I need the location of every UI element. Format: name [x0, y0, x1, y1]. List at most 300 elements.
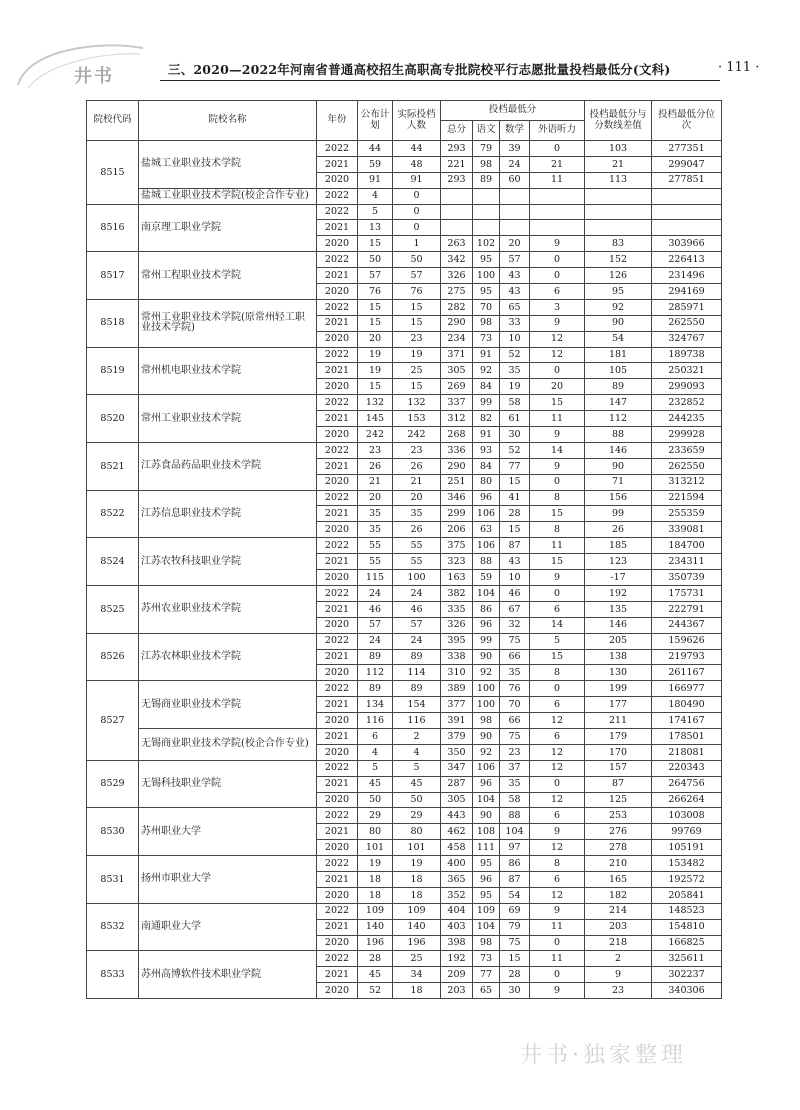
cell-actual: 34 [393, 967, 441, 983]
cell-chinese: 91 [473, 347, 500, 363]
cell-listening: 12 [530, 713, 585, 729]
cell-chinese: 95 [473, 856, 500, 872]
cell-plan: 101 [358, 840, 393, 856]
cell-year: 2022 [317, 538, 358, 554]
cell-total: 305 [441, 363, 473, 379]
school-name: 无锡商业职业技术学院 [139, 681, 317, 729]
school-name: 常州工业职业技术学院 [139, 395, 317, 443]
cell-math: 66 [500, 649, 530, 665]
cell-total: 209 [441, 967, 473, 983]
table-row [87, 252, 722, 268]
page-number: · 111 · [718, 60, 760, 75]
cell-plan: 46 [358, 601, 393, 617]
cell-listening: 6 [530, 601, 585, 617]
cell-math: 79 [500, 919, 530, 935]
cell-listening: 0 [530, 363, 585, 379]
cell-rank: 226413 [652, 252, 722, 268]
cell-plan: 15 [358, 315, 393, 331]
cell-total: 326 [441, 268, 473, 284]
cell-year: 2021 [317, 315, 358, 331]
cell-listening: 11 [530, 919, 585, 935]
score-table [86, 100, 722, 999]
cell-math [500, 220, 530, 236]
cell-listening: 9 [530, 427, 585, 443]
cell-above-line: 170 [585, 744, 652, 760]
cell-rank [652, 204, 722, 220]
cell-chinese: 96 [473, 490, 500, 506]
cell-chinese: 89 [473, 172, 500, 188]
cell-listening: 6 [530, 871, 585, 887]
cell-total [441, 188, 473, 204]
cell-plan: 115 [358, 570, 393, 586]
cell-total: 326 [441, 617, 473, 633]
school-code: 8524 [87, 538, 139, 586]
cell-year: 2020 [317, 379, 358, 395]
cell-plan: 18 [358, 871, 393, 887]
cell-above-line: -17 [585, 570, 652, 586]
table-header [87, 101, 722, 141]
cell-total: 251 [441, 474, 473, 490]
cell-year: 2022 [317, 442, 358, 458]
cell-chinese: 79 [473, 141, 500, 157]
cell-above-line: 157 [585, 760, 652, 776]
cell-above-line: 9 [585, 967, 652, 983]
school-name: 扬州市职业大学 [139, 856, 317, 904]
cell-year: 2020 [317, 840, 358, 856]
cell-rank: 350739 [652, 570, 722, 586]
cell-above-line: 205 [585, 633, 652, 649]
cell-rank: 103008 [652, 808, 722, 824]
cell-actual: 15 [393, 299, 441, 315]
cell-chinese: 106 [473, 760, 500, 776]
cell-actual: 196 [393, 935, 441, 951]
school-code: 8521 [87, 442, 139, 490]
cell-rank: 277851 [652, 172, 722, 188]
cell-chinese: 96 [473, 871, 500, 887]
cell-actual: 116 [393, 713, 441, 729]
cell-listening: 11 [530, 411, 585, 427]
table-row [87, 808, 722, 824]
school-code: 8516 [87, 204, 139, 252]
cell-actual: 26 [393, 522, 441, 538]
cell-above-line: 54 [585, 331, 652, 347]
cell-listening: 20 [530, 379, 585, 395]
cell-above-line: 26 [585, 522, 652, 538]
cell-actual: 55 [393, 538, 441, 554]
cell-year: 2020 [317, 522, 358, 538]
cell-rank: 222791 [652, 601, 722, 617]
cell-chinese: 98 [473, 935, 500, 951]
cell-above-line: 192 [585, 585, 652, 601]
cell-listening: 0 [530, 585, 585, 601]
school-name: 无锡科技职业学院 [139, 760, 317, 808]
cell-plan: 6 [358, 728, 393, 744]
cell-listening: 9 [530, 903, 585, 919]
cell-total: 287 [441, 776, 473, 792]
cell-rank: 299928 [652, 427, 722, 443]
cell-above-line: 130 [585, 665, 652, 681]
cell-math: 39 [500, 141, 530, 157]
cell-total: 342 [441, 252, 473, 268]
cell-above-line [585, 220, 652, 236]
cell-year: 2022 [317, 633, 358, 649]
header-rank: 投档最低分位次 [652, 101, 722, 141]
cell-plan: 242 [358, 427, 393, 443]
cell-plan: 24 [358, 585, 393, 601]
cell-year: 2022 [317, 760, 358, 776]
cell-total: 375 [441, 538, 473, 554]
cell-above-line: 95 [585, 284, 652, 300]
cell-above-line [585, 204, 652, 220]
cell-chinese: 70 [473, 299, 500, 315]
cell-year: 2020 [317, 617, 358, 633]
cell-actual: 23 [393, 442, 441, 458]
cell-listening: 9 [530, 824, 585, 840]
cell-total: 293 [441, 172, 473, 188]
cell-plan: 45 [358, 776, 393, 792]
cell-total: 389 [441, 681, 473, 697]
cell-math: 60 [500, 172, 530, 188]
cell-plan: 50 [358, 252, 393, 268]
cell-math: 54 [500, 887, 530, 903]
cell-rank: 299093 [652, 379, 722, 395]
cell-plan: 55 [358, 538, 393, 554]
cell-year: 2021 [317, 776, 358, 792]
cell-actual: 76 [393, 284, 441, 300]
cell-rank: 262550 [652, 315, 722, 331]
cell-listening: 0 [530, 474, 585, 490]
cell-plan: 4 [358, 744, 393, 760]
cell-plan: 4 [358, 188, 393, 204]
cell-math: 88 [500, 808, 530, 824]
cell-plan: 50 [358, 792, 393, 808]
cell-rank: 250321 [652, 363, 722, 379]
header-math: 数学 [500, 121, 530, 141]
cell-plan: 28 [358, 951, 393, 967]
cell-total: 293 [441, 141, 473, 157]
cell-year: 2020 [317, 887, 358, 903]
cell-actual: 50 [393, 792, 441, 808]
table-row [87, 204, 722, 220]
cell-actual: 19 [393, 856, 441, 872]
cell-actual: 50 [393, 252, 441, 268]
cell-plan: 59 [358, 156, 393, 172]
cell-chinese: 65 [473, 983, 500, 999]
cell-rank: 205841 [652, 887, 722, 903]
cell-chinese: 92 [473, 363, 500, 379]
cell-chinese: 99 [473, 633, 500, 649]
cell-year: 2021 [317, 363, 358, 379]
cell-rank: 313212 [652, 474, 722, 490]
cell-total: 206 [441, 522, 473, 538]
school-code: 8522 [87, 490, 139, 538]
cell-math: 76 [500, 681, 530, 697]
cell-plan: 91 [358, 172, 393, 188]
cell-year: 2022 [317, 188, 358, 204]
cell-above-line: 87 [585, 776, 652, 792]
school-code: 8526 [87, 633, 139, 681]
cell-year: 2022 [317, 299, 358, 315]
cell-math: 32 [500, 617, 530, 633]
cell-rank [652, 188, 722, 204]
cell-listening: 0 [530, 935, 585, 951]
school-code: 8532 [87, 903, 139, 951]
school-name: 常州工业职业技术学院(原常州轻工职业技术学院) [139, 299, 317, 347]
cell-plan: 21 [358, 474, 393, 490]
cell-listening: 14 [530, 442, 585, 458]
cell-plan: 89 [358, 681, 393, 697]
cell-total: 404 [441, 903, 473, 919]
cell-math: 35 [500, 363, 530, 379]
cell-math: 46 [500, 585, 530, 601]
cell-year: 2020 [317, 172, 358, 188]
cell-math: 69 [500, 903, 530, 919]
cell-actual: 20 [393, 490, 441, 506]
cell-chinese: 95 [473, 284, 500, 300]
cell-math: 41 [500, 490, 530, 506]
cell-year: 2022 [317, 395, 358, 411]
cell-rank: 294169 [652, 284, 722, 300]
school-code: 8531 [87, 856, 139, 904]
cell-plan: 57 [358, 268, 393, 284]
cell-math: 28 [500, 967, 530, 983]
cell-plan: 26 [358, 458, 393, 474]
table-row [87, 856, 722, 872]
cell-actual: 140 [393, 919, 441, 935]
cell-plan: 76 [358, 284, 393, 300]
brand-logo: 井书 [74, 66, 114, 87]
cell-math: 70 [500, 697, 530, 713]
cell-rank: 231496 [652, 268, 722, 284]
cell-actual: 26 [393, 458, 441, 474]
school-code: 8533 [87, 951, 139, 999]
cell-rank: 303966 [652, 236, 722, 252]
cell-actual: 29 [393, 808, 441, 824]
cell-plan: 132 [358, 395, 393, 411]
cell-chinese: 106 [473, 538, 500, 554]
cell-listening: 8 [530, 522, 585, 538]
cell-actual: 15 [393, 379, 441, 395]
cell-rank: 244235 [652, 411, 722, 427]
cell-total: 371 [441, 347, 473, 363]
school-name: 常州机电职业技术学院 [139, 347, 317, 395]
cell-chinese: 104 [473, 919, 500, 935]
cell-rank: 261167 [652, 665, 722, 681]
cell-total: 335 [441, 601, 473, 617]
cell-math: 58 [500, 792, 530, 808]
cell-above-line: 276 [585, 824, 652, 840]
cell-total: 336 [441, 442, 473, 458]
cell-total: 299 [441, 506, 473, 522]
cell-above-line: 83 [585, 236, 652, 252]
cell-actual: 23 [393, 331, 441, 347]
cell-total: 312 [441, 411, 473, 427]
cell-rank: 340306 [652, 983, 722, 999]
cell-total: 350 [441, 744, 473, 760]
cell-listening: 12 [530, 744, 585, 760]
cell-actual: 89 [393, 649, 441, 665]
cell-year: 2020 [317, 331, 358, 347]
cell-chinese: 96 [473, 776, 500, 792]
cell-rank: 166977 [652, 681, 722, 697]
cell-chinese: 92 [473, 665, 500, 681]
cell-chinese: 91 [473, 427, 500, 443]
cell-rank: 178501 [652, 728, 722, 744]
cell-math: 23 [500, 744, 530, 760]
cell-total [441, 220, 473, 236]
cell-total: 379 [441, 728, 473, 744]
cell-rank: 266264 [652, 792, 722, 808]
cell-math: 37 [500, 760, 530, 776]
cell-year: 2022 [317, 252, 358, 268]
cell-rank: 153482 [652, 856, 722, 872]
header-name: 院校名称 [139, 101, 317, 141]
cell-rank: 244367 [652, 617, 722, 633]
cell-year: 2022 [317, 856, 358, 872]
cell-actual: 44 [393, 141, 441, 157]
cell-rank: 302237 [652, 967, 722, 983]
cell-plan: 109 [358, 903, 393, 919]
cell-total: 365 [441, 871, 473, 887]
cell-year: 2020 [317, 713, 358, 729]
cell-rank: 233659 [652, 442, 722, 458]
cell-year: 2020 [317, 427, 358, 443]
school-code: 8518 [87, 299, 139, 347]
cell-listening: 11 [530, 172, 585, 188]
cell-math: 43 [500, 554, 530, 570]
cell-year: 2020 [317, 284, 358, 300]
cell-chinese: 98 [473, 315, 500, 331]
cell-total: 163 [441, 570, 473, 586]
table-row [87, 681, 722, 697]
header-code: 院校代码 [87, 101, 139, 141]
cell-above-line: 253 [585, 808, 652, 824]
cell-actual: 4 [393, 744, 441, 760]
cell-listening [530, 188, 585, 204]
cell-listening: 6 [530, 697, 585, 713]
cell-above-line: 203 [585, 919, 652, 935]
cell-rank [652, 220, 722, 236]
school-code: 8520 [87, 395, 139, 443]
cell-plan: 52 [358, 983, 393, 999]
cell-rank: 232852 [652, 395, 722, 411]
cell-actual: 109 [393, 903, 441, 919]
cell-above-line: 210 [585, 856, 652, 872]
cell-actual: 18 [393, 871, 441, 887]
cell-listening: 11 [530, 538, 585, 554]
table-row [87, 395, 722, 411]
page-title: 三、2020—2022年河南省普通高校招生高职高专批院校平行志愿批量投档最低分(文科) [168, 62, 671, 77]
cell-actual: 91 [393, 172, 441, 188]
cell-above-line: 99 [585, 506, 652, 522]
cell-chinese: 86 [473, 601, 500, 617]
header-rule [160, 80, 720, 81]
cell-above-line: 278 [585, 840, 652, 856]
cell-above-line [585, 188, 652, 204]
cell-plan: 57 [358, 617, 393, 633]
cell-actual: 80 [393, 824, 441, 840]
cell-above-line: 138 [585, 649, 652, 665]
cell-math: 10 [500, 331, 530, 347]
cell-rank: 264756 [652, 776, 722, 792]
cell-listening: 15 [530, 649, 585, 665]
cell-plan: 140 [358, 919, 393, 935]
cell-total: 400 [441, 856, 473, 872]
cell-above-line: 165 [585, 871, 652, 887]
cell-chinese: 109 [473, 903, 500, 919]
cell-above-line: 185 [585, 538, 652, 554]
cell-actual: 45 [393, 776, 441, 792]
cell-total: 346 [441, 490, 473, 506]
cell-actual: 19 [393, 347, 441, 363]
cell-listening: 6 [530, 284, 585, 300]
cell-listening: 6 [530, 808, 585, 824]
cell-actual: 101 [393, 840, 441, 856]
cell-listening: 12 [530, 792, 585, 808]
cell-chinese: 100 [473, 681, 500, 697]
cell-math: 52 [500, 442, 530, 458]
cell-year: 2021 [317, 649, 358, 665]
cell-chinese: 82 [473, 411, 500, 427]
cell-year: 2022 [317, 347, 358, 363]
cell-listening: 0 [530, 681, 585, 697]
cell-rank: 234311 [652, 554, 722, 570]
cell-listening: 12 [530, 331, 585, 347]
cell-listening: 15 [530, 506, 585, 522]
cell-total: 403 [441, 919, 473, 935]
cell-above-line: 135 [585, 601, 652, 617]
cell-year: 2021 [317, 824, 358, 840]
cell-listening: 5 [530, 633, 585, 649]
cell-math: 28 [500, 506, 530, 522]
cell-chinese: 106 [473, 506, 500, 522]
cell-year: 2022 [317, 490, 358, 506]
cell-math: 15 [500, 474, 530, 490]
cell-listening: 8 [530, 856, 585, 872]
cell-plan: 19 [358, 363, 393, 379]
cell-chinese: 95 [473, 252, 500, 268]
cell-listening: 8 [530, 665, 585, 681]
cell-chinese: 95 [473, 887, 500, 903]
cell-chinese: 92 [473, 744, 500, 760]
cell-total: 203 [441, 983, 473, 999]
cell-above-line: 211 [585, 713, 652, 729]
cell-chinese: 99 [473, 395, 500, 411]
cell-chinese [473, 204, 500, 220]
cell-total [441, 204, 473, 220]
cell-above-line: 214 [585, 903, 652, 919]
cell-year: 2021 [317, 601, 358, 617]
cell-above-line: 103 [585, 141, 652, 157]
cell-listening: 12 [530, 760, 585, 776]
school-code: 8527 [87, 681, 139, 760]
table-row [87, 141, 722, 157]
cell-chinese: 73 [473, 331, 500, 347]
cell-above-line: 181 [585, 347, 652, 363]
cell-chinese: 77 [473, 967, 500, 983]
cell-above-line: 112 [585, 411, 652, 427]
cell-listening: 9 [530, 458, 585, 474]
cell-rank: 325611 [652, 951, 722, 967]
cell-listening: 0 [530, 252, 585, 268]
cell-math: 30 [500, 983, 530, 999]
cell-math: 43 [500, 284, 530, 300]
cell-listening: 15 [530, 395, 585, 411]
cell-math: 104 [500, 824, 530, 840]
cell-math: 15 [500, 951, 530, 967]
cell-year: 2021 [317, 156, 358, 172]
cell-total: 323 [441, 554, 473, 570]
